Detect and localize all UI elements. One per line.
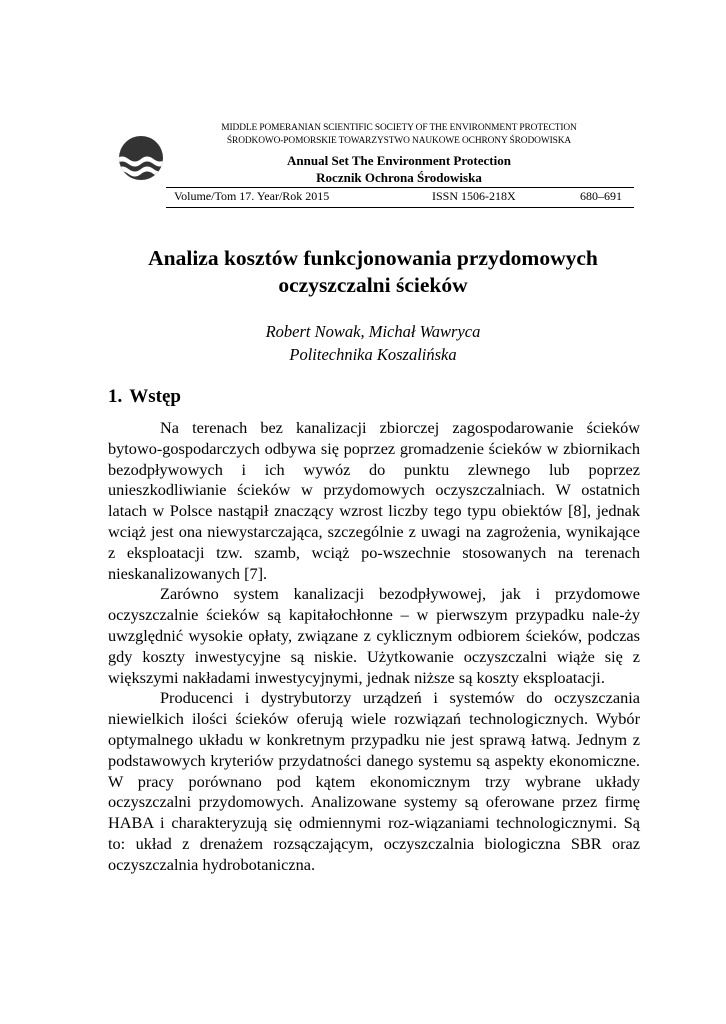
header-rule-bottom — [166, 207, 634, 208]
article-title-line-1: Analiza kosztów funkcjonowania przydomowych — [148, 246, 598, 270]
paragraph: Zarówno system kanalizacji bezodpływowej, jak i przydomowe oczyszczalnie ścieków są kapitałochłonne – w pierwszym przypadku nale-ży uwzględnić wysokie opłaty, związane z cyklicznym odbiorem ścieków, podczas gdy koszty inwestycyjne są niskie. Użytkowanie oczyszczalni wiąże się z większymi nakładami inwestycyjnymi, jednak niższe są koszty eksploatacji. — [108, 584, 640, 687]
article-title-line-2: oczyszczalni ścieków — [278, 273, 468, 297]
page-range: 680–691 — [580, 189, 622, 203]
society-name-pl: ŚRODKOWO-POMORSKIE TOWARZYSTWO NAUKOWE OCHRONY ŚRODOWISKA — [226, 136, 572, 146]
society-name-en: MIDDLE POMERANIAN SCIENTIFIC SOCIETY OF THE ENVIRONMENT PROTECTION — [221, 123, 577, 133]
volume-year: Volume/Tom 17. Year/Rok 2015 — [174, 189, 330, 203]
section-body — [108, 418, 640, 876]
issn: ISSN 1506-218X — [432, 189, 516, 203]
society-logo-icon — [116, 128, 166, 188]
journal-name-en: Annual Set The Environment Protection — [287, 153, 511, 168]
paragraph: Producenci i dystrybutorzy urządzeń i systemów do oczyszczania niewielkich ilości ścieków oferują wiele rozwiązań technologicznych. Wybór optymalnego układu w konkretnym przypadku nie jest sprawą łatwą. Jednym z podstawowych kryteriów przydatności danego systemu są aspekty ekonomiczne. W pracy porównano pod kątem ekonomicznym trzy wybrane układy oczyszczalni przydomowych. Analizowane systemy są oferowane przez firmę HABA i charakteryzują się odmiennymi roz-wiązaniami technologicznymi. Są to: układ z drenażem rozsączającym, oczyszczalnia biologiczna SBR oraz oczyszczalnia hydrobotaniczna. — [108, 688, 640, 874]
paragraph: Na terenach bez kanalizacji zbiorczej zagospodarowanie ścieków bytowo-gospodarczych odbywa się poprzez gromadzenie ścieków w zbiornikach bezodpływowych i ich wywóz do punktu zlewnego lub poprzez unieszkodliwianie ścieków w przydomowych oczyszczalniach. W ostatnich latach w Polsce nastąpił znaczący wzrost liczby tego typu obiektów [8], jednak wciąż jest ona niewystarczająca, szczególnie z uwagi na zagrożenia, wynikające z eksploatacji tzw. szamb, wciąż po-wszechnie stosowanych na terenach nieskanalizowanych [7]. — [108, 418, 640, 583]
affiliation: Politechnika Koszalińska — [289, 345, 457, 364]
authors: Robert Nowak, Michał Wawryca — [265, 322, 481, 341]
article-title — [100, 245, 646, 299]
section-number: 1. — [108, 386, 123, 407]
section-heading — [108, 386, 188, 408]
section-title: Wstęp — [129, 386, 181, 407]
header-rule-top — [166, 187, 634, 188]
journal-name-pl: Rocznik Ochrona Środowiska — [316, 170, 482, 185]
